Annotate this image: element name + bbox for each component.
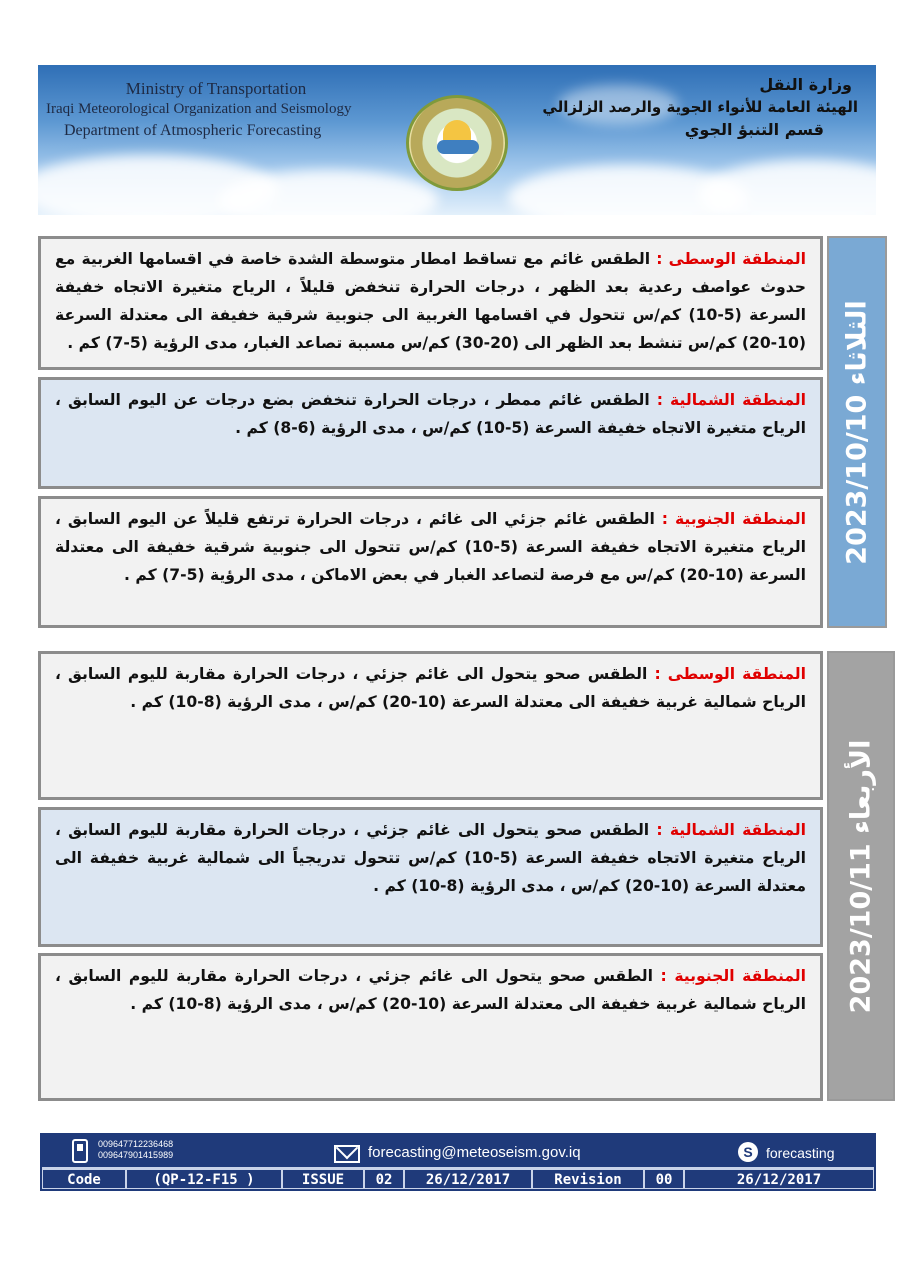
phone-number-2: 009647901415989 — [98, 1150, 174, 1160]
forecast-text: الطقس صحو يتحول الى غائم جزئي ، درجات الحرارة مقاربة لليوم السابق ، الرياح شمالية غربية خفيفة الى معتدلة السرعة (10-20) كم/س ، مدى الرؤية (8-10) كم . — [55, 967, 806, 1013]
revision-label: Revision — [532, 1169, 644, 1189]
date-label-day2 — [827, 651, 895, 1101]
region-name: المنطقة الوسطى : — [656, 250, 806, 268]
phone-icon — [72, 1139, 88, 1163]
region-name: المنطقة الوسطى : — [654, 665, 806, 683]
region-name: المنطقة الجنوبية : — [661, 510, 807, 528]
forecast-text: الطقس غائم ممطر ، درجات الحرارة تنخفض بضع درجات عن اليوم السابق ، الرياح متغيرة الاتجاه خفيفة السرعة (5-10) كم/س ، مدى الرؤية (6-8) كم . — [55, 391, 806, 437]
forecast-text: الطقس صحو يتحول الى غائم جزئي ، درجات الحرارة مقاربة لليوم السابق ، الرياح شمالية غربية خفيفة الى معتدلة السرعة (10-20) كم/س ، مدى الرؤية (8-10) كم . — [55, 665, 806, 711]
region-name: المنطقة الشمالية : — [656, 821, 806, 839]
footer — [40, 1133, 876, 1191]
ministry-name-en: Ministry of Transportation — [125, 79, 307, 98]
mail-icon — [334, 1145, 360, 1163]
code-value: (QP-12-F15 ) — [126, 1169, 282, 1189]
organization-name-en: Iraqi Meteorological Organization and Seismology — [46, 101, 352, 117]
organization-name-ar: الهيئة العامة للأنواء الجوية والرصد الزلزالي — [542, 98, 858, 116]
sun-icon — [443, 120, 471, 140]
date-label-day1 — [827, 236, 887, 628]
phone-numbers — [98, 1139, 173, 1161]
email-link[interactable]: forecasting@meteoseism.gov.iq — [368, 1144, 581, 1161]
forecast-day1-south — [38, 496, 823, 628]
header-banner — [38, 65, 876, 215]
department-name-en: Department of Atmospheric Forecasting — [64, 122, 322, 139]
forecast-day1-central — [38, 236, 823, 370]
header-arabic — [542, 75, 858, 139]
phone-number-1: 009647712236468 — [98, 1139, 174, 1149]
skype-icon: S — [738, 1142, 758, 1162]
date-text: الثلاثاء 2023/10/10 — [841, 299, 873, 565]
organization-logo — [406, 95, 508, 191]
department-name-ar: قسم التنبؤ الجوي — [684, 120, 824, 139]
date-text: الأربعاء 2023/10/11 — [845, 739, 877, 1013]
header-english — [46, 79, 352, 140]
issue-label: ISSUE — [282, 1169, 364, 1189]
ministry-name-ar: وزارة النقل — [759, 75, 852, 94]
cloud-icon — [437, 140, 479, 154]
forecast-text: الطقس غائم مع تساقط امطار متوسطة الشدة خاصة في اقسامها الغربية مع حدوث عواصف رعدية بعد الظهر ، درجات الحرارة تنخفض قليلاً ، الرياح متغيرة الاتجاه خفيفة السرعة (5-10) كم/س تتحول في اقسامها الغربية الى جنوبية شرقية خفيفة الى معتدلة السرعة (10-20) كم/س تنشط بعد الظهر الى (20-30) كم/س مسببة تصاعد الغبار، مدى الرؤية (5-7) كم . — [55, 250, 807, 352]
document-code-bar — [42, 1167, 874, 1189]
forecast-text: الطقس غائم جزئي الى غائم ، درجات الحرارة ترتفع قليلاً عن اليوم السابق ، الرياح متغيرة الاتجاه خفيفة السرعة (5-10) كم/س تتحول الى جنوبية شرقية خفيفة الى معتدلة السرعة (10-20) كم/س مع فرصة لتصاعد الغبار في بعض الاماكن ، مدى الرؤية (5-7) كم . — [55, 510, 806, 584]
region-name: المنطقة الجنوبية : — [660, 967, 807, 985]
forecast-text: الطقس صحو يتحول الى غائم جزئي ، درجات الحرارة مقاربة لليوم السابق ، الرياح متغيرة الاتجاه خفيفة السرعة (5-10) كم/س تتحول تدريجياً الى شمالية غربية خفيفة الى معتدلة السرعة (10-20) كم/س ، مدى الرؤية (8-10) كم . — [55, 821, 806, 895]
region-name: المنطقة الشمالية : — [656, 391, 806, 409]
revision-date: 26/12/2017 — [684, 1169, 874, 1189]
forecast-day2-south — [38, 953, 823, 1101]
forecast-day1-north — [38, 377, 823, 489]
forecast-day2-north — [38, 807, 823, 947]
forecast-day2-central — [38, 651, 823, 800]
issue-date: 26/12/2017 — [404, 1169, 532, 1189]
revision-value: 00 — [644, 1169, 684, 1189]
skype-handle[interactable]: forecasting — [766, 1145, 835, 1161]
issue-value: 02 — [364, 1169, 404, 1189]
code-label: Code — [42, 1169, 126, 1189]
